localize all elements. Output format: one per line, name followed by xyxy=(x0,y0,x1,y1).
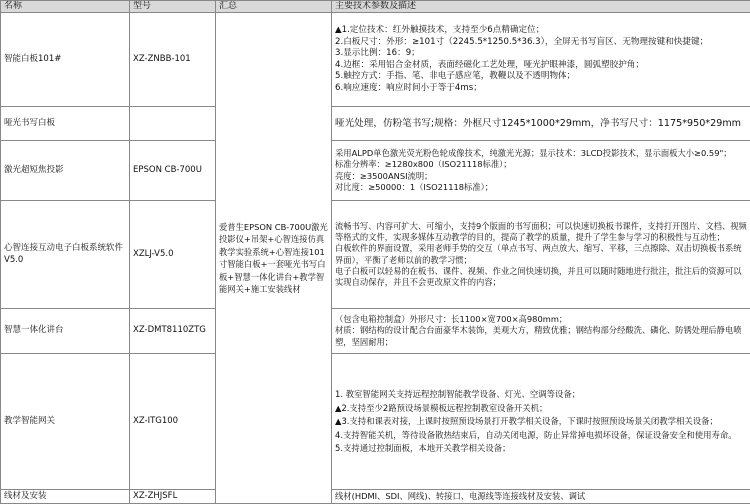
table-row xyxy=(1,309,750,354)
spec-line: 1. 教室智能网关支持远程控制智能教学设备、灯光、空调等设备； xyxy=(335,389,747,399)
table-row xyxy=(1,141,750,201)
item-name: 智能白板101# xyxy=(1,13,130,107)
spec-line: 4.支持智能关机，等待设备散热结束后，自动关闭电源，防止异常掉电损坏设备，保证设备安全和使用寿命。 xyxy=(335,430,747,440)
spec-line: 标准分辨率：≥1280x800（ISO21118标准）； xyxy=(335,159,747,170)
item-spec xyxy=(332,107,750,141)
spec-line: 对比度：≥50000：1（ISO21118标准）； xyxy=(335,182,747,193)
spec-line: 亮度：≥3500ANSI流明； xyxy=(335,171,747,182)
header-spec: 主要技术参数及描述 xyxy=(332,1,750,13)
item-name: 智慧一体化讲台 xyxy=(1,309,130,354)
item-name: 心智连接互动电子白板系统软件V5.0 xyxy=(1,201,130,309)
spec-line: 4.边框：采用铝合金材质，表面经磁化工艺处理，哑光护眼神漆，圆弧塑胶护角； xyxy=(335,60,747,72)
table-row xyxy=(1,201,750,309)
item-name: 哑光书写白板 xyxy=(1,107,130,141)
table-row xyxy=(1,354,750,490)
header-summary: 汇总 xyxy=(216,1,332,13)
item-spec xyxy=(332,201,750,309)
spec-line: 电子白板可以轻易的在板书、课件、视频、作业之间快速切换，并且可以随时随地进行批注，批注后的资源可以实现自动保存，并且不会更改原文件的内容； xyxy=(335,266,747,288)
summary-cell: 爱普生EPSON CB-700U激光投影仪+吊架+心智连接仿真教学实验系统+心智连接101寸智能白板+一套哑光书写白板+智慧一体化讲台+教学智能网关+施工安装线材 xyxy=(216,13,332,504)
item-name: 教学智能网关 xyxy=(1,354,130,490)
spec-line: 采用ALPD单色激光荧光粉色轮成像技术，纯激光光源；显示技术：3LCD投影技术，显示面板大小≥0.59"； xyxy=(335,148,747,159)
spec-line: ▲2.支持至少2路预设场景模板远程控制教室设备开关机； xyxy=(335,403,747,413)
item-spec xyxy=(332,141,750,201)
item-spec xyxy=(332,309,750,354)
table-row xyxy=(1,13,750,107)
item-model: XZ-ZHJSFL xyxy=(130,490,216,504)
header-model: 型号 xyxy=(130,1,216,13)
item-name: 激光超短焦投影 xyxy=(1,141,130,201)
spec-line: ▲1.定位技术：红外触摸技术，支持至少6点精确定位； xyxy=(335,25,747,37)
item-model: XZ-DMT8110ZTG xyxy=(130,309,216,354)
item-model: XZ-ZNBB-101 xyxy=(130,13,216,107)
spec-line: 流畅书写、内容可扩大、可缩小，支持9个版面的书写面积；可以快速切换板书课件，支持打开图片、文档、视频等格式的文件，实现多媒体互动教学的目的，提高了教学的质量，提升了学生参与学习的积极性与互动性； xyxy=(335,221,747,243)
header-name: 名称 xyxy=(1,1,130,13)
spec-line: 3.显示比例：16：9； xyxy=(335,48,747,60)
item-spec xyxy=(332,13,750,107)
spec-line: 5.触控方式：手指、笔、非电子感应笔，教鞭以及不透明物体； xyxy=(335,71,747,83)
spec-line: ▲3.支持和课表对接，上课时按照预设场景打开教学相关设备，下课时按照预设场景关闭教学相关设备； xyxy=(335,416,747,426)
spec-line: （包含电箱控制盒）外形尺寸：长1100×宽700×高980mm； xyxy=(335,314,747,325)
item-model: XZ-ITG100 xyxy=(130,354,216,490)
table-row xyxy=(1,107,750,141)
spec-line: 线材(HDMI、SDI、网线)、转接口、电源线等连接线材及安装、调试 xyxy=(335,491,747,502)
table-header-row xyxy=(1,1,750,13)
spec-line: 材质：钢结构的设计配合台面豪华木装饰，美观大方，精致优雅；钢结构部分经酸洗、磷化、防锈处理后静电喷塑，坚固耐用； xyxy=(335,325,747,347)
spec-line: 哑光处理，仿粉笔书写;规格：外框尺寸1245*1000*29mm，净书写尺寸：1175*950*29mm xyxy=(335,117,747,130)
spec-line: 5.支持通过控制面板，本地开关教学相关设备； xyxy=(335,443,747,453)
item-name: 线材及安装 xyxy=(1,490,130,504)
item-model: XZLJ-V5.0 xyxy=(130,201,216,309)
spec-line: 2.白板尺寸：外形：≥101寸（2245.5*1250.5*36.3），全屏无书写盲区、无物理按键和快捷键； xyxy=(335,37,747,49)
item-spec xyxy=(332,354,750,490)
spec-line: 白板软件的界面设置，采用老师手势的交互（单点书写、两点放大、缩写、平移，三点擦除、双击切换板书系统界面），平衡了老师以前的教学习惯； xyxy=(335,243,747,265)
item-model xyxy=(130,107,216,141)
item-model: EPSON CB-700U xyxy=(130,141,216,201)
spec-line: 6.响应速度：响应时间小于等于4ms； xyxy=(335,83,747,95)
